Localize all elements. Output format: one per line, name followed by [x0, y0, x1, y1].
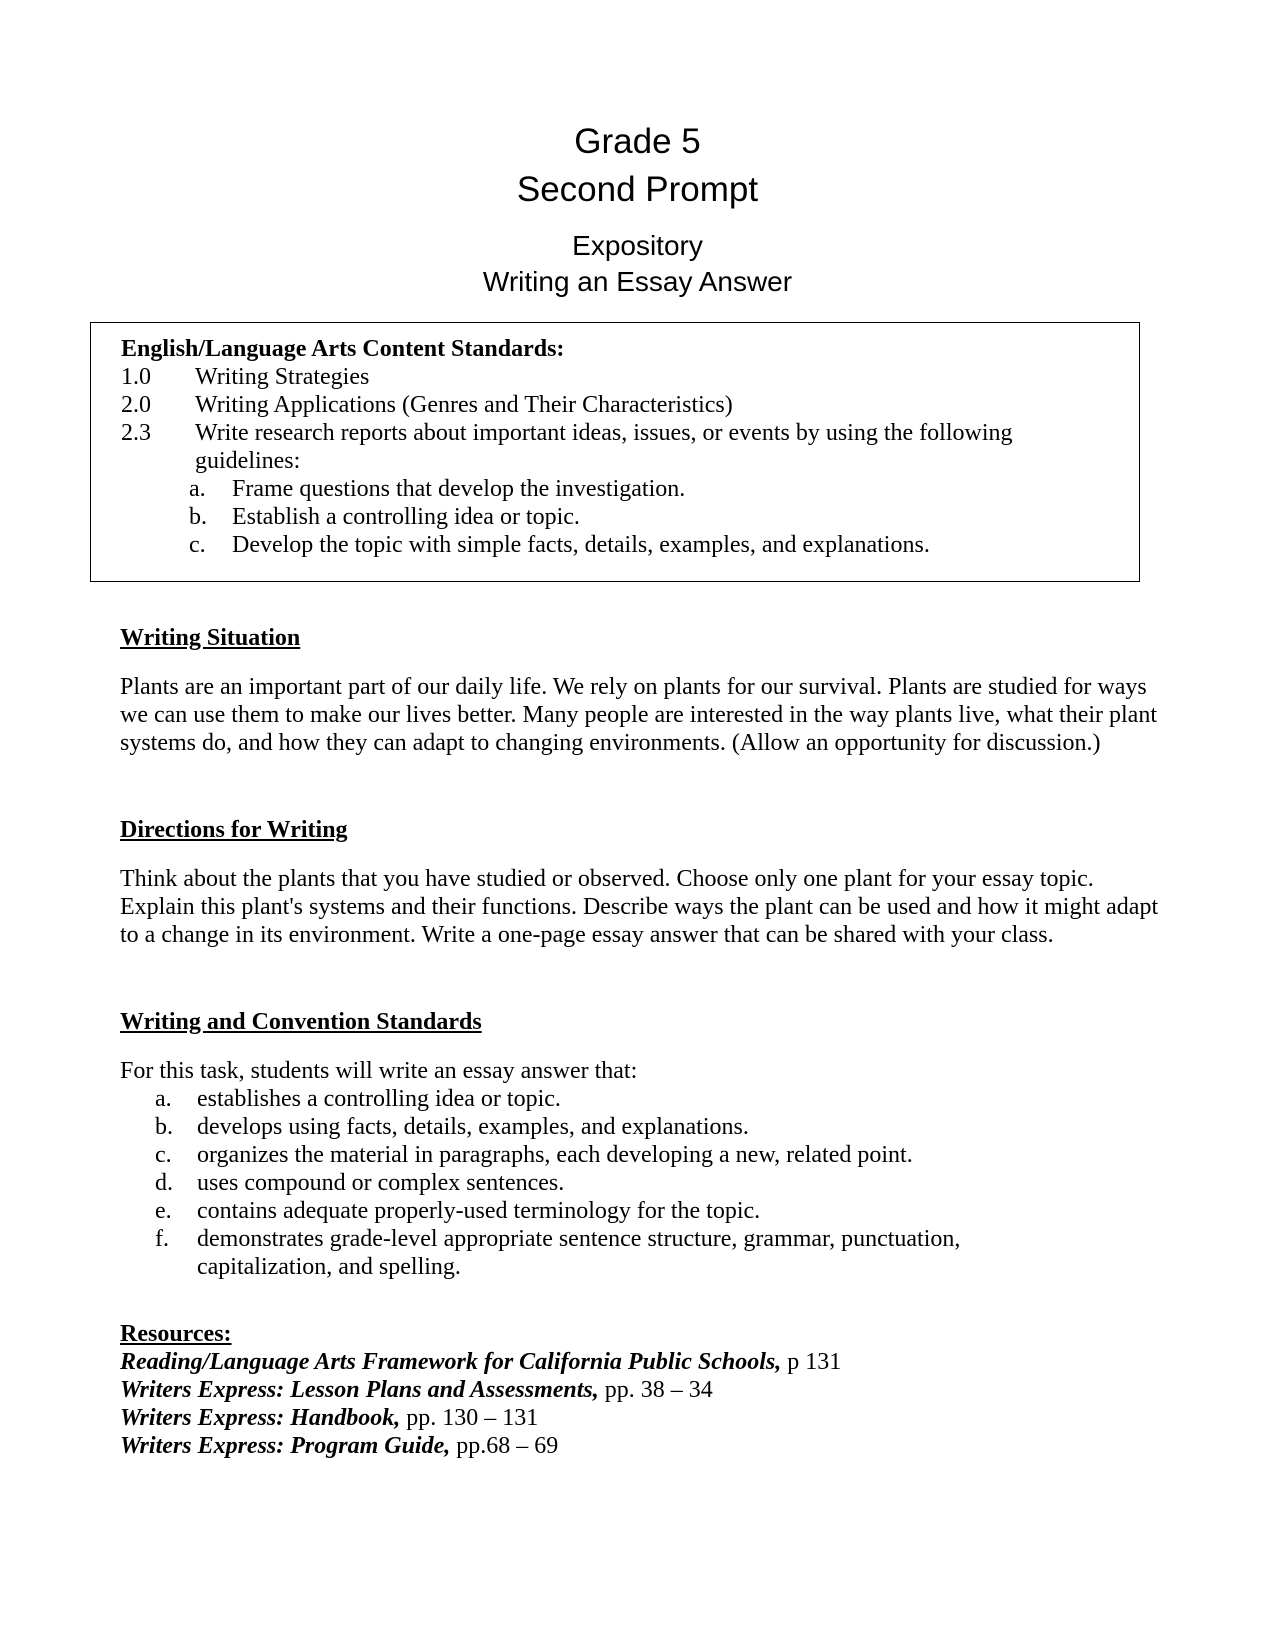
list-item — [120, 1225, 1160, 1281]
conventions-section — [120, 1008, 1160, 1281]
resource-title: Writers Express: Handbook, — [120, 1405, 401, 1431]
writing-situation-text: Plants are an important part of our daily life. We rely on plants for our survival. Plants are studied for ways we can use them to make our lives better. Many people are interested in the way plants live, what their plant systems do, and how they can adapt to changing environments. (Allow an opportunity for discussion.) — [120, 674, 1158, 756]
list-text: uses compound or complex sentences. — [197, 1170, 565, 1196]
list-item — [120, 1197, 1160, 1225]
list-letter: f. — [155, 1226, 169, 1252]
standard-text: Write research reports about important ideas, issues, or events by using the following guidelines: — [195, 420, 1013, 474]
list-text: organizes the material in paragraphs, each developing a new, related point. — [197, 1142, 913, 1168]
resource-pages: pp. 38 – 34 — [598, 1377, 713, 1403]
list-text: demonstrates grade-level appropriate sentence structure, grammar, punctuation, capitalization, and spelling. — [197, 1226, 961, 1280]
resources-heading: Resources: — [120, 1321, 232, 1347]
subtitle-task: Writing an Essay Answer — [482, 266, 793, 297]
resource-title: Writers Express: Program Guide, — [120, 1433, 451, 1459]
directions-heading: Directions for Writing — [120, 817, 348, 843]
resource-entry — [120, 1404, 1160, 1432]
document-subtitle — [0, 228, 1275, 300]
writing-situation-section — [120, 624, 1160, 757]
list-item — [120, 1085, 1160, 1113]
standard-number: 2.0 — [121, 392, 151, 418]
subitem-text: Develop the topic with simple facts, details, examples, and explanations. — [232, 532, 930, 558]
list-letter: e. — [155, 1198, 172, 1224]
resource-entry — [120, 1348, 1160, 1376]
document-title — [0, 118, 1275, 214]
resource-pages: pp. 130 – 131 — [400, 1405, 539, 1431]
resources-section — [120, 1320, 1160, 1460]
list-letter: c. — [155, 1142, 172, 1168]
subtitle-genre: Expository — [572, 230, 703, 261]
title-grade: Grade 5 — [574, 122, 701, 161]
standard-subitem — [121, 503, 1121, 531]
standard-text: Writing Applications (Genres and Their Characteristics) — [195, 392, 733, 418]
standard-item — [121, 391, 1121, 419]
list-text: develops using facts, details, examples, and explanations. — [197, 1114, 749, 1140]
standard-number: 1.0 — [121, 364, 151, 390]
subitem-text: Frame questions that develop the investigation. — [232, 476, 686, 502]
standard-item — [121, 419, 1121, 475]
conventions-intro: For this task, students will write an essay answer that: — [120, 1058, 638, 1084]
directions-text: Think about the plants that you have studied or observed. Choose only one plant for your essay topic. Explain this plant's systems and their functions. Describe ways the plant can be used and how it might adapt to a change in its environment. Write a one-page essay answer that can be shared with your class. — [120, 866, 1159, 948]
list-letter: b. — [155, 1114, 173, 1140]
list-letter: a. — [155, 1086, 172, 1112]
list-item — [120, 1113, 1160, 1141]
list-item — [120, 1141, 1160, 1169]
standards-box — [90, 322, 1140, 582]
subitem-letter: b. — [189, 504, 207, 530]
standard-item — [121, 363, 1121, 391]
directions-section — [120, 816, 1160, 949]
list-letter: d. — [155, 1170, 173, 1196]
standard-subitem — [121, 531, 1121, 559]
resource-entry — [120, 1376, 1160, 1404]
resource-title: Writers Express: Lesson Plans and Assessments, — [120, 1377, 599, 1403]
resource-entry — [120, 1432, 1160, 1460]
resource-title: Reading/Language Arts Framework for California Public Schools, — [120, 1349, 782, 1375]
list-item — [120, 1169, 1160, 1197]
subitem-letter: a. — [189, 476, 206, 502]
conventions-heading: Writing and Convention Standards — [120, 1009, 482, 1035]
writing-situation-heading: Writing Situation — [120, 625, 301, 651]
standards-heading: English/Language Arts Content Standards: — [121, 336, 565, 362]
resource-pages: pp.68 – 69 — [450, 1433, 559, 1459]
standard-text: Writing Strategies — [195, 364, 370, 390]
standard-number: 2.3 — [121, 420, 151, 446]
title-prompt: Second Prompt — [516, 170, 759, 209]
standard-subitem — [121, 475, 1121, 503]
subitem-text: Establish a controlling idea or topic. — [232, 504, 580, 530]
subitem-letter: c. — [189, 532, 206, 558]
resource-pages: p 131 — [781, 1349, 842, 1375]
list-text: contains adequate properly-used terminology for the topic. — [197, 1198, 761, 1224]
list-text: establishes a controlling idea or topic. — [197, 1086, 561, 1112]
